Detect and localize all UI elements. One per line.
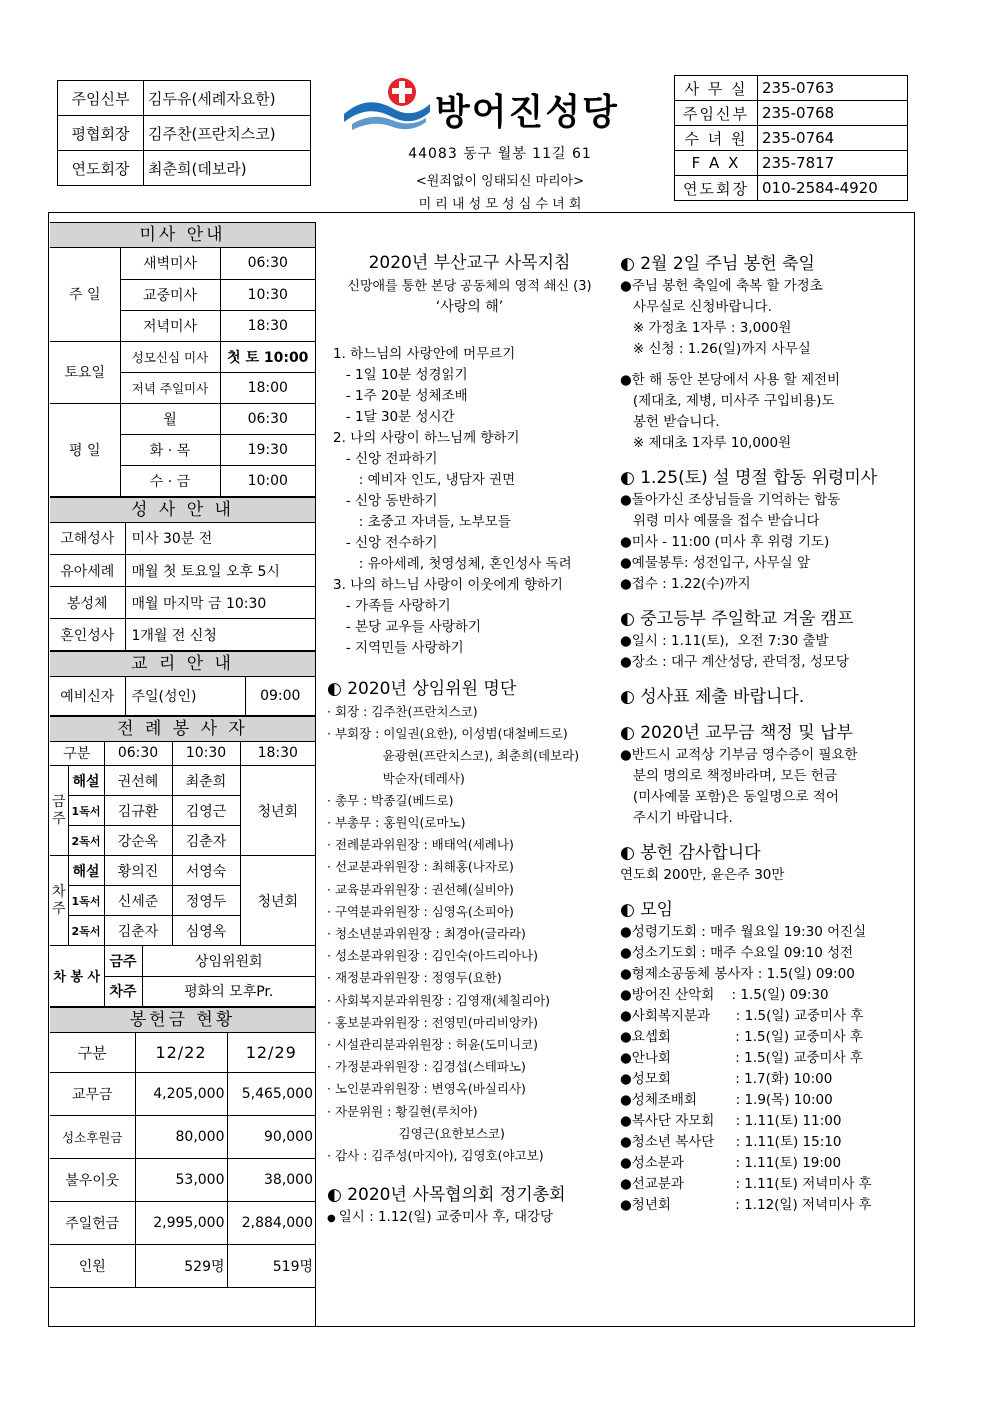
tea-week: 금주 (104, 946, 142, 976)
mass-name: 화 · 목 (120, 434, 220, 465)
pastoral-line: : 유아세례, 첫영성체, 혼인성사 독려 (333, 556, 572, 572)
hdr-key: 평협회장 (58, 116, 144, 151)
pastoral-line: - 본당 교우들 사랑하기 (333, 619, 481, 635)
right-column (620, 252, 910, 1216)
center-column (327, 250, 612, 1229)
doctrine-val: 주일(성인) (125, 677, 245, 715)
sacrament-key: 혼인성사 (50, 619, 125, 651)
memorial-line: 위령 미사 예물을 접수 받습니다 (620, 513, 820, 529)
mass-time: 06:30 (220, 248, 315, 279)
committee-line: 김영근(요한보스코) (327, 1125, 505, 1141)
pastoral-line: : 초중고 자녀들, 노부모들 (333, 514, 511, 530)
memorial-title: ◐ 1.25(토) 설 명절 합동 위령미사 (620, 468, 878, 488)
pastoral-line: - 1달 30분 성시간 (333, 409, 455, 425)
committee-line: · 홍보분과위원장 : 전영민(마리비앙카) (327, 1014, 538, 1030)
servers-col: 구분 (50, 742, 104, 766)
mass-name: 저녁미사 (120, 310, 220, 341)
server-name: 김규환 (104, 796, 172, 826)
pastoral-line: 2. 나의 사랑이 하느님께 향하기 (333, 430, 520, 446)
offering-col: 12/22 (135, 1033, 227, 1073)
mass-time: 첫 토 10:00 (220, 341, 315, 372)
server-name: 권선혜 (104, 766, 172, 796)
feast-line: 사무실로 신청바랍니다. (620, 299, 772, 315)
tithe-title: ◐ 2020년 교무금 책정 및 납부 (620, 723, 853, 743)
offering-val: 90,000 (227, 1116, 315, 1159)
mass-title: 미사 안내 (50, 222, 315, 248)
hdr-key: 연도회장 (58, 151, 144, 186)
meeting-line: ●형제소공동체 봉사자 : 1.5(일) 09:00 (620, 966, 855, 982)
mass-time: 10:30 (220, 279, 315, 310)
servers-week: 금주 (50, 766, 68, 856)
thanks-title: ◐ 봉헌 감사합니다 (620, 843, 761, 863)
parish-logo-icon (342, 74, 432, 134)
meeting-line: ●요셉회 : 1.5(일) 교중미사 후 (620, 1029, 863, 1045)
meeting-line: ●성체조배회 : 1.9(목) 10:00 (620, 1092, 833, 1108)
offering-val: 53,000 (135, 1159, 227, 1202)
server-role: 2독서 (68, 916, 104, 946)
parish-name: 방어진성당 (435, 92, 619, 133)
mass-day: 주 일 (50, 248, 120, 341)
server-role: 1독서 (68, 886, 104, 916)
sisters: 미 리 내 성 모 성 심 수 녀 회 (418, 197, 582, 212)
mass-name: 교중미사 (120, 279, 220, 310)
tithe-line: ●반드시 교적상 기부금 영수증이 필요한 (620, 747, 858, 763)
pastoral-line: : 예비자 인도, 냉담자 권면 (333, 472, 516, 488)
committee-line: · 자문위원 : 황길현(루치아) (327, 1103, 478, 1119)
mass-name: 저녁 주일미사 (120, 372, 220, 403)
sacrament-table (50, 523, 315, 652)
offering-val: 2,995,000 (135, 1202, 227, 1245)
meeting-line: ●성령기도회 : 매주 월요일 19:30 어진실 (620, 924, 867, 940)
server-role: 해설 (68, 766, 104, 796)
phone-val: 235-0764 (758, 126, 908, 151)
feast-line: ●한 해 동안 본당에서 사용 할 제전비 (620, 372, 841, 388)
offering-title: 봉헌금 현황 (50, 1007, 315, 1033)
mass-day: 토요일 (50, 341, 120, 403)
committee-line: · 가정분과위원장 : 김경섭(스테파노) (327, 1059, 526, 1075)
tea-week: 차주 (104, 976, 142, 1006)
feast-line (620, 360, 910, 370)
meeting-line: ●성모회 : 1.7(화) 10:00 (620, 1071, 833, 1087)
offering-key: 인원 (50, 1245, 135, 1288)
doctrine-title: 교 리 안 내 (50, 651, 315, 677)
sacrament-title: 성 사 안 내 (50, 497, 315, 523)
thanks-text: 연도회 200만, 윤은주 30만 (620, 867, 785, 883)
hdr-val: 김두유(세례자요한) (144, 81, 311, 116)
tea-label: 차 봉 사 (50, 946, 104, 1006)
phone-key: 수 녀 원 (675, 126, 758, 151)
sacrament-key: 유아세례 (50, 555, 125, 587)
sacrament-key: 봉성체 (50, 587, 125, 619)
mass-table (50, 248, 315, 497)
pastor-table (57, 80, 311, 186)
offering-key: 불우이웃 (50, 1159, 135, 1202)
committee-line: · 사회복지분과위원장 : 김영재(체칠리아) (327, 992, 551, 1008)
phone-table (674, 75, 908, 201)
sacrament-val: 1개월 전 신청 (125, 619, 315, 651)
committee-line: · 교육분과위원장 : 권선혜(실비아) (327, 881, 514, 897)
memorial-line: ●예물봉투: 성전입구, 사무실 앞 (620, 555, 810, 571)
committee-line: · 선교분과위원장 : 최해홍(나자로) (327, 859, 514, 875)
council-title: ◐ 2020년 사목협의회 정기총회 (327, 1185, 566, 1206)
server-name: 김영근 (172, 796, 240, 826)
sacrament-key: 고해성사 (50, 523, 125, 555)
pastoral-subtitle: 신망애를 통한 본당 공동체의 영적 쇄신 (3) (347, 279, 592, 294)
server-name: 신세준 (104, 886, 172, 916)
committee-line: · 노인분과위원장 : 변영옥(바실리사) (327, 1081, 526, 1097)
mass-day: 평 일 (50, 403, 120, 496)
mass-time: 19:30 (220, 434, 315, 465)
meeting-line: ●방어진 산악회 : 1.5(일) 09:30 (620, 987, 829, 1003)
offering-col: 12/29 (227, 1033, 315, 1073)
meeting-line: ●복사단 자모회 : 1.11(토) 11:00 (620, 1113, 842, 1129)
offering-val: 2,884,000 (227, 1202, 315, 1245)
offering-key: 교무금 (50, 1073, 135, 1116)
phone-val: 235-0763 (758, 76, 908, 101)
phone-key: 주임신부 (675, 101, 758, 126)
meeting-line: ●청소년 복사단 : 1.11(토) 15:10 (620, 1134, 842, 1150)
feast-text (620, 276, 910, 454)
server-name: 김춘자 (172, 826, 240, 856)
offering-col: 구분 (50, 1033, 135, 1073)
committee-line: · 총무 : 박종길(베드로) (327, 792, 454, 808)
tithe-text (620, 745, 910, 829)
feast-line: ※ 제대초 1자루 10,000원 (620, 435, 792, 451)
memorial-line: ●미사 - 11:00 (미사 후 위령 기도) (620, 534, 830, 550)
sacrament-val: 매월 첫 토요일 오후 5시 (125, 555, 315, 587)
committee-line: · 부회장 : 이일권(요한), 이성범(대철베드로) (327, 726, 568, 742)
committee-line: · 재정분과위원장 : 정영두(요한) (327, 970, 502, 986)
offering-val: 4,205,000 (135, 1073, 227, 1116)
memorial-text (620, 490, 910, 595)
committee-line: · 구역분과위원장 : 심영옥(소피아) (327, 903, 514, 919)
mass-time: 10:00 (220, 465, 315, 496)
sacrament-val: 매월 마지막 금 10:30 (125, 587, 315, 619)
offering-key: 성소후원금 (50, 1116, 135, 1159)
pastoral-line: - 지역민들 사랑하기 (333, 640, 464, 656)
pastoral-line: - 신앙 전파하기 (333, 451, 438, 467)
camp-line: ●일시 : 1.11(토), 오전 7:30 출발 (620, 633, 829, 649)
servers-title: 전 례 봉 사 자 (50, 716, 315, 742)
committee-line: · 청소년분과위원장 : 최경아(글라라) (327, 926, 526, 942)
meeting-line: ●안나회 : 1.5(일) 교중미사 후 (620, 1050, 863, 1066)
server-role: 1독서 (68, 796, 104, 826)
servers-col: 18:30 (240, 742, 315, 766)
mass-name: 월 (120, 403, 220, 434)
sacrament-card-title: ◐ 성사표 제출 바랍니다. (620, 687, 805, 707)
offering-val: 519명 (227, 1245, 315, 1288)
offering-val: 38,000 (227, 1159, 315, 1202)
mass-name: 수 · 금 (120, 465, 220, 496)
meeting-title: ◐ 모임 (620, 900, 674, 920)
camp-title: ◐ 중고등부 주일학교 겨울 캠프 (620, 609, 854, 629)
pastoral-line: 1. 하느님의 사랑안에 머무르기 (333, 346, 516, 362)
committee-line: · 감사 : 김주성(마지아), 김영호(야고보) (327, 1148, 544, 1164)
servers-col: 06:30 (104, 742, 172, 766)
server-name: 심영옥 (172, 916, 240, 946)
pastoral-line: - 신앙 전수하기 (333, 535, 438, 551)
offering-val: 5,465,000 (227, 1073, 315, 1116)
tithe-line: 분의 명의로 책정바라며, 모든 헌금 (620, 768, 837, 784)
memorial-line: ●돌아가신 조상님들을 기억하는 합동 (620, 492, 841, 508)
mass-name: 새벽미사 (120, 248, 220, 279)
mass-name: 성모신심 미사 (120, 341, 220, 372)
pastoral-lines (327, 344, 612, 659)
hdr-key: 주임신부 (58, 81, 144, 116)
pastoral-line: 3. 나의 하느님 사랑이 이웃에게 향하기 (333, 577, 563, 593)
motto: <원죄없이 잉태되신 마리아> (415, 174, 585, 189)
committee-line: · 성소분과위원장 : 김인숙(아드리아나) (327, 948, 538, 964)
tithe-line: 주시기 바랍니다. (620, 810, 733, 826)
committee-line: · 전례분과위원장 : 배태억(세례나) (327, 837, 514, 853)
server-name: 서영숙 (172, 856, 240, 886)
feast-line: ※ 가정초 1자루 : 3,000원 (620, 320, 792, 336)
meeting-line: ●청년회 : 1.12(일) 저녁미사 후 (620, 1197, 872, 1213)
pastoral-line: - 1주 20분 성체조배 (333, 388, 468, 404)
hdr-val: 김주찬(프란치스코) (144, 116, 311, 151)
phone-val: 235-7817 (758, 151, 908, 176)
servers-table (50, 742, 315, 947)
server-name: 김춘자 (104, 916, 172, 946)
doctrine-time: 09:00 (245, 677, 315, 715)
council-text: ● 일시 : 1.12(일) 교중미사 후, 대강당 (327, 1207, 612, 1229)
tithe-line: (미사예물 포함)은 동일명으로 적어 (620, 789, 839, 805)
phone-key: 사 무 실 (675, 76, 758, 101)
server-name: 강순옥 (104, 826, 172, 856)
hdr-val: 최춘희(데보라) (144, 151, 311, 186)
offering-val: 80,000 (135, 1116, 227, 1159)
phone-val: 235-0768 (758, 101, 908, 126)
meeting-line: ●사회복지분과 : 1.5(일) 교중미사 후 (620, 1008, 864, 1024)
meeting-line: ●성소기도회 : 매주 수요일 09:10 성전 (620, 945, 854, 961)
pastoral-subtitle2: ‘사랑의 해’ (435, 299, 504, 315)
committee-line: 윤광현(프란치스코), 최춘희(데보라) (327, 748, 580, 764)
camp-line: ●장소 : 대구 계산성당, 관덕정, 성모당 (620, 654, 849, 670)
feast-title: ◐ 2월 2일 주님 봉헌 축일 (620, 254, 815, 274)
server-evening: 청년회 (240, 766, 315, 856)
memorial-line: ●접수 : 1.22(수)까지 (620, 576, 751, 592)
tea-next: 평화의 모후Pr. (142, 976, 315, 1006)
phone-val: 010-2584-4920 (758, 176, 908, 201)
committee-line: 박순자(데레사) (327, 770, 465, 786)
committee-title: ◐ 2020년 상임위원 명단 (327, 679, 517, 699)
left-column (50, 222, 316, 1326)
server-name: 황의진 (104, 856, 172, 886)
offering-val: 529명 (135, 1245, 227, 1288)
feast-line: (제대초, 제병, 미사주 구입비용)도 (620, 393, 835, 409)
pastoral-line: - 1일 10분 성경읽기 (333, 367, 468, 383)
pastoral-line: - 신앙 동반하기 (333, 493, 438, 509)
server-role: 2독서 (68, 826, 104, 856)
servers-col: 10:30 (172, 742, 240, 766)
feast-line: ※ 신청 : 1.26(일)까지 사무실 (620, 341, 811, 357)
doctrine-key: 예비신자 (50, 677, 125, 715)
server-name: 최춘희 (172, 766, 240, 796)
sacrament-val: 미사 30분 전 (125, 523, 315, 555)
phone-key: F A X (675, 151, 758, 176)
committee-line: · 시설관리분과위원장 : 허윤(도미니코) (327, 1037, 538, 1053)
committee-list (327, 701, 612, 1167)
servers-week: 차주 (50, 856, 68, 946)
mass-time: 18:00 (220, 372, 315, 403)
doctrine-table (50, 677, 315, 716)
tea-this: 상임위원회 (142, 946, 315, 976)
pastoral-title: 2020년 부산교구 사목지침 (368, 253, 571, 273)
address: 44083 동구 월봉 11길 61 (408, 146, 592, 162)
meeting-line: ●선교분과 : 1.11(토) 저녁미사 후 (620, 1176, 872, 1192)
pastoral-line: - 가족들 사랑하기 (333, 598, 451, 614)
meeting-list (620, 922, 910, 1216)
meeting-line: ●성소분과 : 1.11(토) 19:00 (620, 1155, 842, 1171)
feast-line: ●주님 봉헌 축일에 축복 할 가정초 (620, 278, 823, 294)
offering-key: 주일헌금 (50, 1202, 135, 1245)
server-name: 정영두 (172, 886, 240, 916)
tea-table (50, 946, 315, 1007)
mass-time: 18:30 (220, 310, 315, 341)
offering-table (50, 1033, 315, 1289)
phone-key: 연도회장 (675, 176, 758, 201)
feast-line: 봉헌 받습니다. (620, 414, 720, 430)
camp-text (620, 631, 910, 673)
server-evening: 청년회 (240, 856, 315, 946)
committee-line: · 부총무 : 홍원익(로마노) (327, 815, 466, 831)
server-role: 해설 (68, 856, 104, 886)
mass-time: 06:30 (220, 403, 315, 434)
committee-line: · 회장 : 김주찬(프란치스코) (327, 704, 478, 719)
